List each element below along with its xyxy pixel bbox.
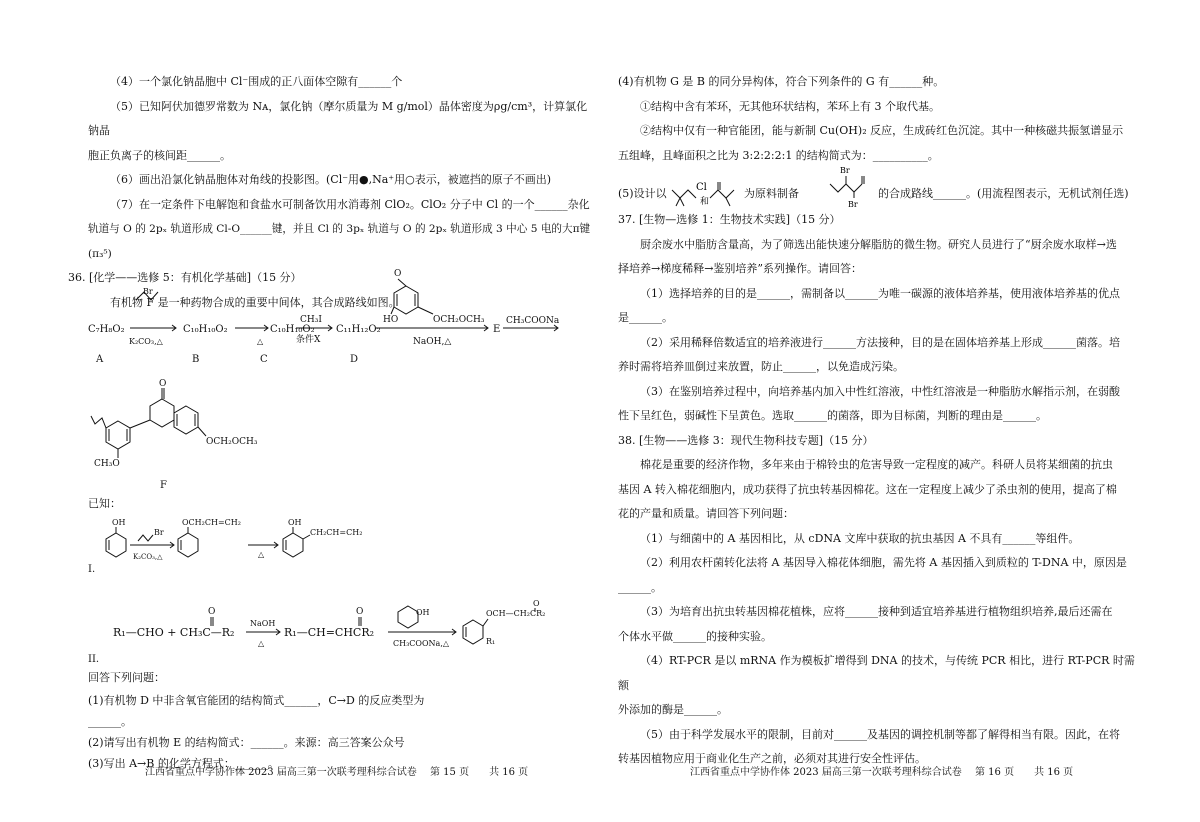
- q38-intro-c: 花的产量和质量。请回答下列问题：: [618, 507, 794, 520]
- k2-cond-bot: △: [258, 639, 265, 648]
- k2-r1: R₁: [486, 637, 496, 646]
- synthesis-route: [88, 266, 588, 491]
- f-carbonyl-o: O: [159, 379, 167, 389]
- label-f: F: [160, 480, 167, 491]
- q38-5b: 转基因植物应用于商业化生产之前，必须对其进行安全性评估。: [618, 752, 926, 765]
- left-subquestions: [88, 690, 593, 774]
- sq5-line: [618, 168, 1138, 208]
- reagent4-bottom: NaOH,△: [413, 337, 452, 347]
- sq1-a: (1)有机物 D 中非含氧官能团的结构简式______，C→D 的反应类型为: [88, 694, 425, 707]
- reagent4-ho: HO: [383, 315, 399, 325]
- reagent3-bottom: 条件X: [296, 335, 321, 345]
- label-c: C: [260, 354, 268, 365]
- label-d: D: [350, 354, 359, 365]
- k2-right: OCH—CH₂CR₂: [486, 609, 546, 618]
- left-questions: [88, 666, 593, 691]
- q38-1: （1）与细菌中的 A 基因相比，从 cDNA 文库中获取的抗虫基因 A 不具有______等组件。: [640, 531, 1080, 545]
- k2-roman: II.: [88, 654, 100, 664]
- reagent1-bottom: K₂CO₃,△: [129, 337, 163, 346]
- label-b: B: [192, 354, 200, 365]
- q5-text-b: 胞正负离子的核间距______。: [88, 148, 231, 162]
- q6-text: （6）画出沿氯化钠晶胞体对角线的投影图。(Cl⁻用●,Na⁺用○表示，被遮挡的原子不画出): [110, 173, 552, 186]
- q38-intro-b: 基因 A 转入棉花细胞内，成功获得了抗虫转基因棉花。这在一定程度上减少了杀虫剂的使用，提高了棉: [618, 482, 1117, 496]
- reagent2-bottom: △: [257, 337, 264, 346]
- compound-a-formula: C₇H₈O₂: [88, 324, 125, 335]
- k1-oh: OH: [112, 518, 126, 527]
- q38-2a: （2）利用农杆菌转化法将 A 基因导入棉花体细胞，需先将 A 基因插入到质粒的 T-DNA 中，原因是: [640, 556, 1127, 569]
- right-column: [618, 70, 1138, 772]
- q37-title: 37. [生物—选修 1：生物技术实践]（15 分）: [618, 213, 841, 226]
- sq5-mid: 为原料制备: [744, 187, 799, 200]
- known-reaction-2: [88, 600, 588, 664]
- q37-1a: （1）选择培养的目的是______，需制备以______为唯一碳源的液体培养基，使用液体培养基的优点: [640, 286, 1120, 300]
- sq5-br1: Br: [840, 166, 850, 175]
- answer-label: 回答下列问题：: [88, 671, 165, 684]
- compound-e: E: [493, 324, 501, 335]
- known-label: 已知：: [88, 497, 121, 510]
- sq2: (2)请写出有机物 E 的结构简式：______。来源：高三答案公众号: [88, 736, 405, 749]
- f-methoxy: CH₃O: [94, 459, 120, 469]
- cond-2a: ②结构中仅有一种官能团，能与新制 Cu(OH)₂ 反应，生成砖红色沉淀。其中一种核磁共振氢谱显示: [640, 124, 1124, 137]
- q37-3b: 性下呈红色，弱碱性下呈黄色。选取______的菌落，即为目标菌，判断的理由是______。: [618, 409, 1047, 422]
- k1-cond1: K₂CO₃,△: [133, 553, 163, 561]
- q7-text-b: 轨道与 O 的 2pₓ 轨道形成 Cl-O______键，并且 Cl 的 3pₓ 轨道与 O 的 2pₓ 轨道形成 3 中心 5 电的大π键(π₃⁵): [88, 223, 591, 260]
- sq5-pre: (5)设计以: [618, 187, 667, 200]
- q38-3a: （3）为培育出抗虫转基因棉花植株，应将______接种到适宜培养基进行植物组织培养,最后还需在: [640, 605, 1113, 618]
- q38-3b: 个体水平做______的接种实验。: [618, 629, 772, 643]
- footer-right: 江西省重点中学协作体 2023 届高三第一次联考理科综合试卷 第 16 页 共 16 页: [690, 767, 1074, 778]
- q38-5a: （5）由于科学发展水平的限制，目前对______及基因的调控机制等都了解得相当有限。因此，在将: [640, 727, 1120, 741]
- q38-2b: ______。: [618, 580, 662, 594]
- q36-intro: 有机物 F 是一种药物合成的重要中间体，其合成路线如图。: [110, 295, 400, 309]
- k1-cond2: △: [258, 550, 265, 559]
- sq5-cl: Cl: [696, 182, 707, 193]
- sq5-br2: Br: [848, 200, 858, 208]
- reagent1-top: Br: [143, 287, 153, 296]
- q37-2a: （2）采用稀释倍数适宜的培养液进行______方法接种，目的是在固体培养基上形成______菌落。培: [640, 335, 1120, 349]
- k1-roman: I.: [88, 564, 96, 575]
- sq4: (4)有机物 G 是 B 的同分异构体，符合下列条件的 G 有______种。: [618, 75, 945, 88]
- q38-4b: 外添加的酶是______。: [618, 703, 728, 716]
- k2-o3: O: [533, 600, 540, 608]
- k2-cond2: CH₃COONa,△: [393, 639, 450, 648]
- cond-2b: 五组峰，且峰面积之比为 3:2:2:2:1 的结构简式为：__________。: [618, 148, 939, 162]
- q4-text: （4）一个氯化钠晶胞中 Cl⁻围成的正八面体空隙有______个: [110, 75, 403, 88]
- k2-o1: O: [208, 607, 216, 617]
- k1-prod2-oh: OH: [288, 518, 302, 527]
- known-reaction-1: [88, 515, 388, 575]
- reagent3-top: CH₃I: [300, 315, 322, 325]
- q37-2b: 养时需将培养皿倒过来放置，防止______，以免造成污染。: [618, 360, 904, 373]
- compound-b-formula: C₁₀H₁₀O₂: [183, 324, 228, 335]
- k1-br: Br: [154, 528, 164, 537]
- sq5-reactant-structures: [670, 168, 742, 208]
- q38-title: 38. [生物——选修 3：现代生物科技专题]（15 分）: [618, 433, 874, 447]
- q37-intro-b: 择培养→梯度稀释→鉴别培养”系列操作。请回答：: [618, 262, 863, 275]
- footer-left: 江西省重点中学协作体 2023 届高三第一次联考理科综合试卷 第 15 页 共 16 页: [145, 767, 529, 778]
- reagent5-top: CH₃COONa: [506, 316, 560, 326]
- q38-4a: （4）RT-PCR 是以 mRNA 作为模板扩增得到 DNA 的技术，与传统 PCR 相比，进行 RT-PCR 时需额: [618, 654, 1135, 692]
- sq5-and: 和: [700, 197, 710, 207]
- sq3: (3)写出 A→B 的化学方程式：______。: [88, 757, 279, 770]
- q37-intro-a: 厨余废水中脂肪含量高，为了筛选出能快速分解脂肪的微生物。研究人员进行了“厨余废水取样→选: [640, 237, 1117, 251]
- q7-text-a: （7）在一定条件下电解饱和食盐水可制备饮用水消毒剂 ClO₂。ClO₂ 分子中 Cl 的一个______杂化: [110, 197, 590, 211]
- q37-3a: （3）在鉴别培养过程中，向培养基内加入中性红溶液，中性红溶液是一种脂肪水解指示剂，在弱酸: [640, 384, 1120, 398]
- k2-left: R₁—CHO + CH₃C—R₂: [113, 626, 235, 639]
- cond-1: ①结构中含有苯环，无其他环状结构，苯环上有 3 个取代基。: [640, 99, 940, 113]
- q38-intro-a: 棉花是重要的经济作物，多年来由于棉铃虫的危害导致一定程度的减产。科研人员将某细菌的抗虫: [640, 458, 1113, 471]
- q5-text-a: （5）已知阿伏加德罗常数为 Nᴀ，氯化钠（摩尔质量为 M g/mol）晶体密度为ρg/cm³，计算氯化钠晶: [88, 99, 588, 137]
- known-label-wrap: [88, 492, 593, 517]
- reagent4-och2och3: OCH₂OCH₃: [433, 315, 485, 325]
- k1-prod1: OCH₂CH=CH₂: [182, 518, 241, 527]
- sq1-b: ______。: [88, 715, 132, 728]
- sq5-product-structure: [826, 162, 876, 208]
- k1-prod2-chain: CH₂CH=CH₂: [310, 528, 363, 537]
- label-a: A: [96, 354, 104, 365]
- k2-phenol-oh: OH: [416, 608, 430, 617]
- k2-mid: R₁—CH=CHCR₂: [284, 626, 375, 639]
- f-mom-ether: OCH₂OCH₃: [206, 437, 258, 447]
- k2-cond: NaOH: [250, 619, 276, 628]
- compound-c-formula: C₁₀H₁₀O₂: [270, 324, 315, 335]
- compound-d-formula: C₁₁H₁₂O₂: [336, 324, 381, 335]
- q36-title: 36. [化学——选修 5：有机化学基础]（15 分）: [68, 271, 302, 284]
- reagent4-o: O: [394, 269, 402, 279]
- k2-o2: O: [356, 607, 364, 617]
- q37-1b: 是______。: [618, 311, 673, 324]
- sq5-post: 的合成路线______。(用流程图表示，无机试剂任选): [878, 187, 1129, 200]
